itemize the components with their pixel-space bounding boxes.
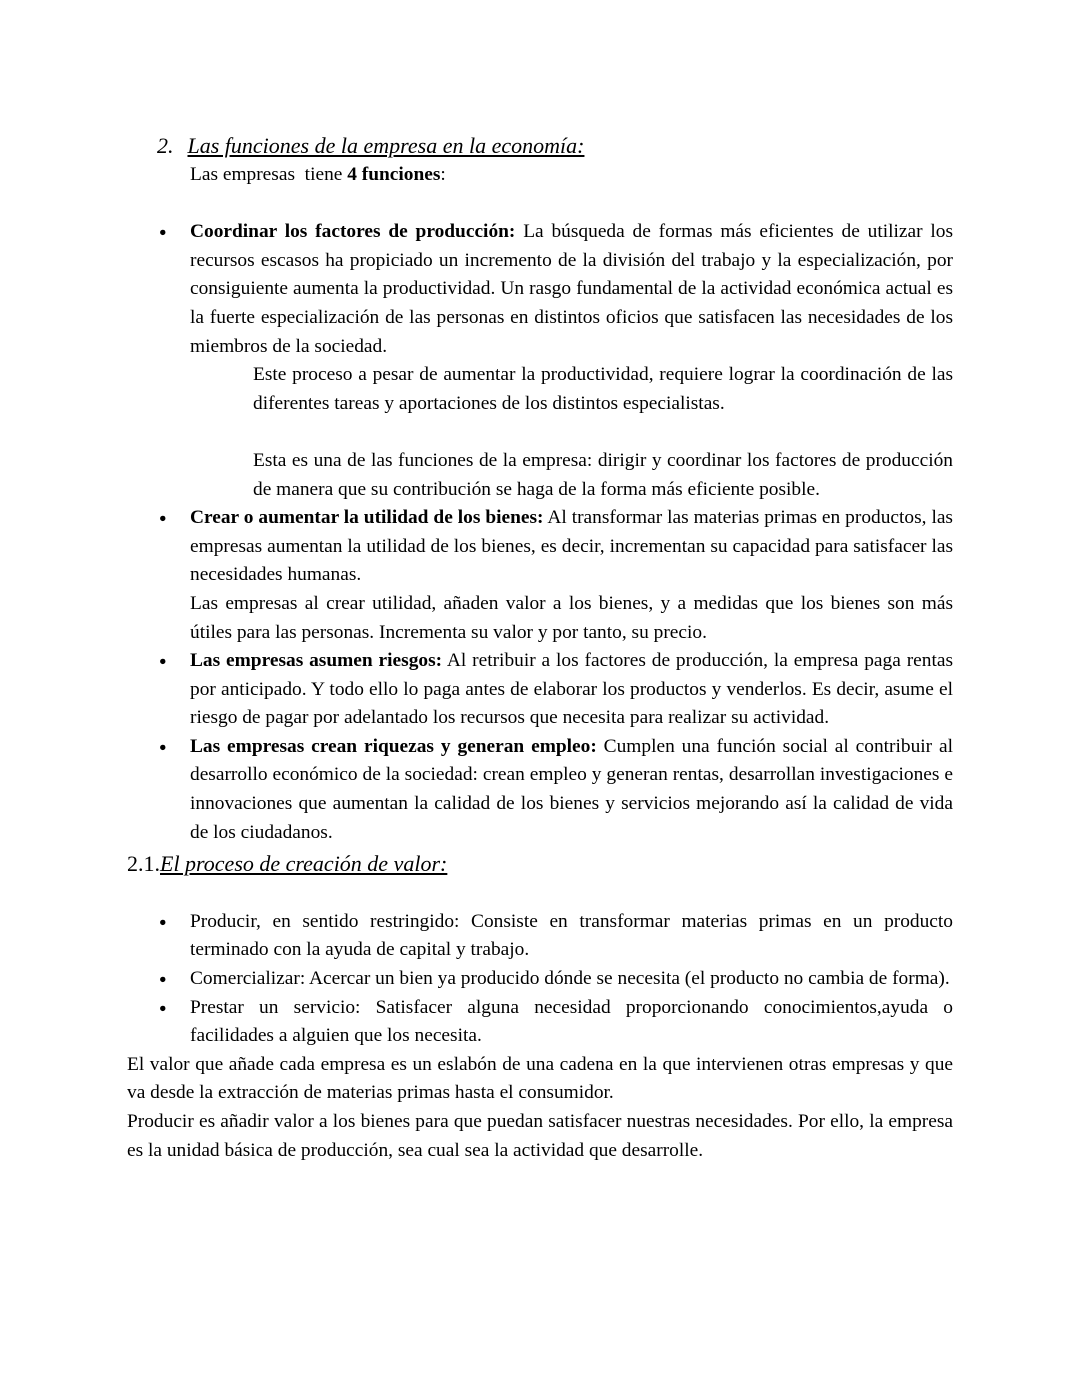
function-text: La búsqueda de formas más eficientes de utilizar los recursos escasos ha propiciado un incremento de la división del trabajo y la especialización, por consiguiente aumenta la productividad. Un rasgo fundamental de la actividad económica actual es la fuerte especialización de las personas en distintos oficios que satisfacen las necesidades de los miembros de la sociedad.: [190, 221, 953, 357]
section-heading-2-1: [127, 849, 953, 879]
coordination-note-2: Esta es una de las funciones de la empresa: dirigir y coordinar los factores de producción de manera que su contribución se haga de la forma más eficiente posible.: [253, 449, 953, 500]
value-item-prestar: ● Prestar un servicio: Satisfacer alguna necesidad proporcionando conocimientos,ayuda o facilidades a alguien que los necesita.: [190, 994, 953, 1051]
function-lead: Las empresas asumen riesgos:: [190, 650, 443, 672]
value-item-comercializar: ● Comercializar: Acercar un bien ya producido dónde se necesita (el producto no cambia de forma).: [190, 965, 953, 994]
function-text: Al transformar las materias primas en productos, las empresas aumentan la utilidad de los bienes, es decir, incrementan su capacidad para satisfacer las necesidades humanas.: [190, 507, 953, 586]
intro-text-post: :: [440, 164, 446, 185]
function-lead: Coordinar los factores de producción:: [190, 221, 516, 243]
section-title: El proceso de creación de valor:: [160, 851, 448, 877]
function-lead: Las empresas crean riquezas y generan empleo:: [190, 735, 597, 757]
function-text: Cumplen una función social al contribuir al desarrollo económico de la sociedad: crean empleo y generan rentas, desarrollan investigaciones e innovaciones que aumentan la calidad de los bienes y servicios mejorando así la calidad de vida de los ciudadanos.: [190, 735, 953, 843]
function-item-riquezas: [190, 733, 953, 847]
function-item-crear: [190, 504, 953, 647]
intro-line: [190, 161, 953, 190]
section-title: Las funciones de la empresa en la economía:: [187, 133, 585, 158]
section-number: 2.: [157, 133, 174, 158]
section-heading-2: [157, 131, 953, 161]
function-item-riesgos: [190, 647, 953, 733]
section-number: 2.1.: [127, 851, 160, 877]
closing-paragraph-1: El valor que añade cada empresa es un eslabón de una cadena en la que intervienen otras empresas y que va desde la extracción de materias primas hasta el consumidor.: [127, 1053, 953, 1104]
function-text: Al retribuir a los factores de producción, la empresa paga rentas por anticipado. Y todo ello lo paga antes de elaborar los productos y venderlos. Es decir, asume el riesgo de pagar por adelantado los recursos que necesita para realizar su actividad.: [190, 650, 953, 729]
closing-paragraph-2: Producir es añadir valor a los bienes para que puedan satisfacer nuestras necesidades. Por ello, la empresa es la unidad básica de producción, sea cual sea la actividad que desarrolle.: [127, 1111, 953, 1161]
function-item-coordinar: [190, 218, 953, 361]
intro-text-bold: 4 funciones: [347, 164, 441, 185]
function-text-2: Las empresas al crear utilidad, añaden valor a los bienes, y a medidas que los bienes son más útiles para las personas. Incrementa su valor y por tanto, su precio.: [190, 592, 953, 643]
intro-text-pre: Las empresas tiene: [190, 164, 348, 185]
function-lead: Crear o aumentar la utilidad de los bienes:: [190, 507, 544, 529]
closing-section: [127, 1051, 953, 1165]
value-process-list: [127, 908, 953, 1051]
functions-list-part1: [127, 218, 953, 361]
functions-list-part2: [127, 504, 953, 847]
value-item-producir: ● Producir, en sentido restringido: Consiste en transformar materias primas en un producto terminado con la ayuda de capital y trabajo.: [190, 908, 953, 965]
coordination-note-1: Este proceso a pesar de aumentar la productividad, requiere lograr la coordinación de las diferentes tareas y aportaciones de los distintos especialistas.: [253, 364, 953, 414]
